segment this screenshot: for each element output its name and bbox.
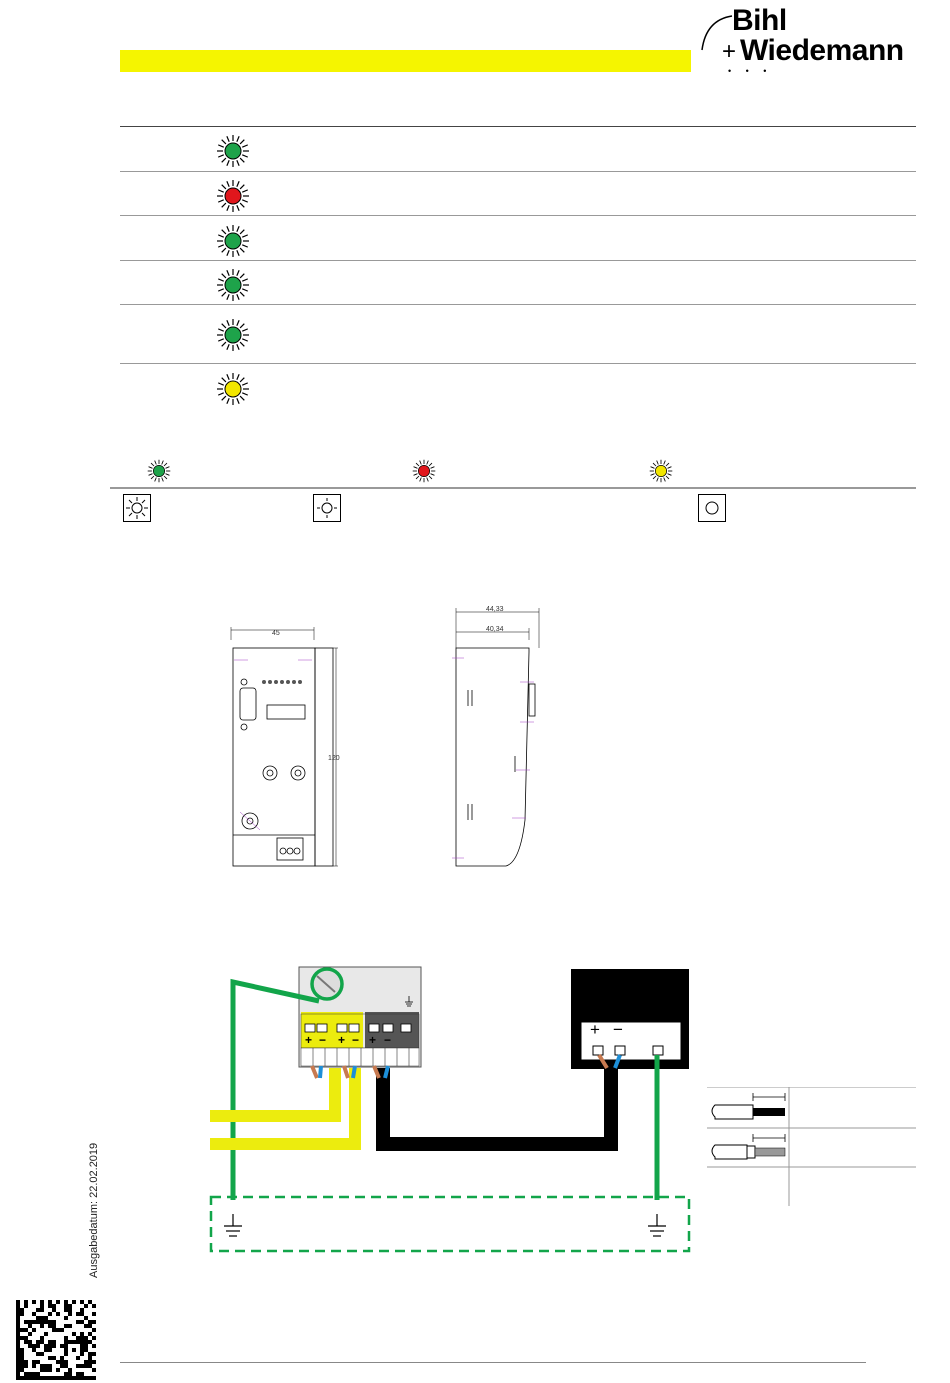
terminal-polarity-label: + xyxy=(369,1033,377,1047)
led-flashing-fast-icon xyxy=(123,494,151,522)
table-top-rule xyxy=(120,126,916,127)
terminal-polarity-label: − xyxy=(384,1033,392,1047)
led-flashing-icon xyxy=(313,494,341,522)
led-green-icon xyxy=(216,224,250,258)
dim-height: 120 xyxy=(328,755,340,762)
table-row-divider xyxy=(120,304,916,305)
terminal-polarity-label: − xyxy=(319,1033,327,1047)
logo-text-bihl: Bihl xyxy=(732,4,787,37)
legend-green-led-icon xyxy=(147,459,171,483)
dimension-drawing xyxy=(220,600,550,875)
wiring-diagram xyxy=(205,960,705,1260)
legend-red-led-icon xyxy=(412,459,436,483)
led-off-icon xyxy=(698,494,726,522)
issue-date: Ausgabedatum: 22.02.2019 xyxy=(88,1142,100,1278)
legend-yellow-led-icon xyxy=(649,459,673,483)
led-green-icon xyxy=(216,318,250,352)
led-red-icon xyxy=(216,179,250,213)
ps-minus-label: − xyxy=(613,1020,623,1039)
table-row-divider xyxy=(120,215,916,216)
table-row-divider xyxy=(120,363,916,364)
dim-side-inner: 40,34 xyxy=(486,626,504,633)
header-color-bar xyxy=(120,50,691,72)
table-row-divider xyxy=(120,171,916,172)
legend-divider xyxy=(110,487,916,489)
dim-side-outer: 44,33 xyxy=(486,606,504,613)
logo-dots: • • • xyxy=(728,66,773,76)
cable-stripping-table xyxy=(707,1087,916,1206)
led-green-icon xyxy=(216,134,250,168)
led-yellow-icon xyxy=(216,372,250,406)
dim-front-width: 45 xyxy=(272,630,280,637)
led-green-icon xyxy=(216,268,250,302)
logo-text-wiedemann: Wiedemann xyxy=(740,34,904,67)
datamatrix-code-icon xyxy=(16,1300,96,1380)
terminal-polarity-label: + xyxy=(338,1033,346,1047)
terminal-polarity-label: + xyxy=(305,1033,313,1047)
terminal-polarity-label: − xyxy=(352,1033,360,1047)
table-row-divider xyxy=(120,260,916,261)
logo-plus: + xyxy=(722,38,737,65)
ps-plus-label: + xyxy=(590,1020,600,1039)
footer-rule xyxy=(120,1362,866,1363)
